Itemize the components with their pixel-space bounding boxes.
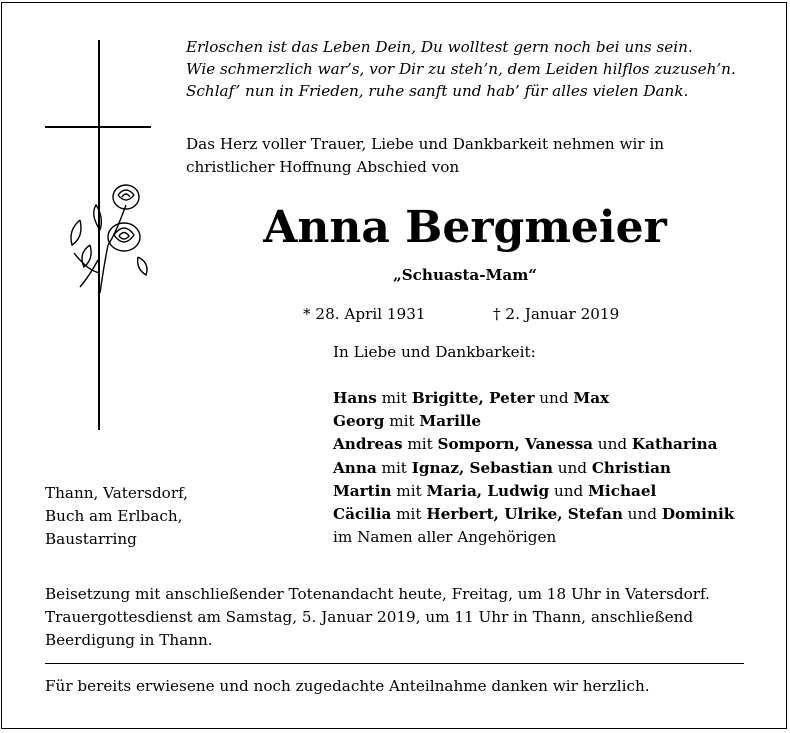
family-connector: und — [622, 505, 662, 524]
family-connector: im Namen aller Angehörigen — [333, 528, 557, 547]
family-name: Brigitte, Peter — [411, 389, 535, 407]
poem-line: Wie schmerzlich war’s, vor Dir zu steh’n, dem Leiden hilflos zuzuseh’n. — [186, 60, 736, 78]
funeral-line: Beerdigung in Thann. — [45, 631, 213, 649]
family-name: Maria, Ludwig — [426, 481, 550, 500]
family-name: Ignaz, Sebastian — [411, 458, 553, 477]
funeral-line: Trauergottesdienst am Samstag, 5. Januar 2019, um 11 Uhr in Thann, anschließend — [45, 608, 694, 626]
family-line — [333, 433, 734, 456]
family-connector: mit — [391, 505, 427, 524]
rose-icon — [60, 175, 150, 295]
death-date: † 2. Januar 2019 — [493, 305, 620, 323]
family-connector: und — [549, 481, 589, 500]
family-name: Christian — [591, 458, 671, 477]
family-name: Marille — [419, 412, 482, 431]
family-name: Cäcilia — [333, 505, 392, 524]
family-name: Katharina — [631, 435, 718, 454]
family-name: Andreas — [333, 435, 403, 454]
family-name: Max — [573, 389, 610, 407]
intro-line: christlicher Hoffnung Abschied von — [186, 158, 460, 176]
family-line — [333, 410, 734, 433]
family-name: Somporn, Vanessa — [437, 435, 593, 454]
family-line — [333, 387, 734, 410]
family-connector: mit — [384, 412, 420, 431]
family-connector: mit — [376, 458, 412, 477]
divider — [45, 663, 744, 664]
birth-date: * 28. April 1931 — [303, 305, 426, 323]
place-line: Thann, Vatersdorf, — [45, 484, 188, 502]
place-line: Buch am Erlbach, — [45, 507, 183, 525]
family-line — [333, 457, 734, 480]
deceased-name: Anna Bergmeier — [263, 202, 667, 253]
poem — [186, 36, 736, 102]
family-connector: mit — [402, 435, 438, 454]
family-name: Herbert, Ulrike, Stefan — [426, 505, 623, 524]
cross-bar — [45, 126, 151, 128]
intro-text — [186, 133, 664, 179]
family-name: Dominik — [661, 505, 735, 524]
family-line — [333, 526, 734, 549]
family-connector: und — [552, 458, 592, 477]
family-name: Martin — [333, 481, 392, 500]
poem-line: Erloschen ist das Leben Dein, Du wolltest gern noch bei uns sein. — [186, 38, 693, 56]
deceased-nickname: „Schuasta-Mam“ — [392, 266, 538, 284]
funeral-line: Beisetzung mit anschließender Totenandacht heute, Freitag, um 18 Uhr in Vatersdorf. — [45, 585, 710, 603]
family-name: Anna — [333, 458, 377, 477]
funeral-info — [45, 583, 710, 652]
family-name: Hans — [333, 389, 377, 407]
family-connector: mit — [391, 481, 427, 500]
place-list — [45, 482, 188, 551]
family-line — [333, 503, 734, 526]
place-line: Baustarring — [45, 530, 137, 548]
family-line — [333, 480, 734, 503]
family-connector: mit — [376, 389, 412, 407]
footer-thanks: Für bereits erwiesene und noch zugedachte Anteilnahme danken wir herzlich. — [45, 677, 650, 695]
poem-line: Schlaf’ nun in Frieden, ruhe sanft und hab’ für alles vielen Dank. — [186, 82, 689, 100]
family-connector: und — [592, 435, 632, 454]
family-list — [333, 387, 734, 549]
family-name: Georg — [333, 412, 385, 431]
family-connector: und — [534, 389, 574, 407]
intro-line: Das Herz voller Trauer, Liebe und Dankbarkeit nehmen wir in — [186, 135, 665, 153]
thanks-heading: In Liebe und Dankbarkeit: — [333, 343, 536, 361]
family-name: Michael — [588, 481, 657, 500]
